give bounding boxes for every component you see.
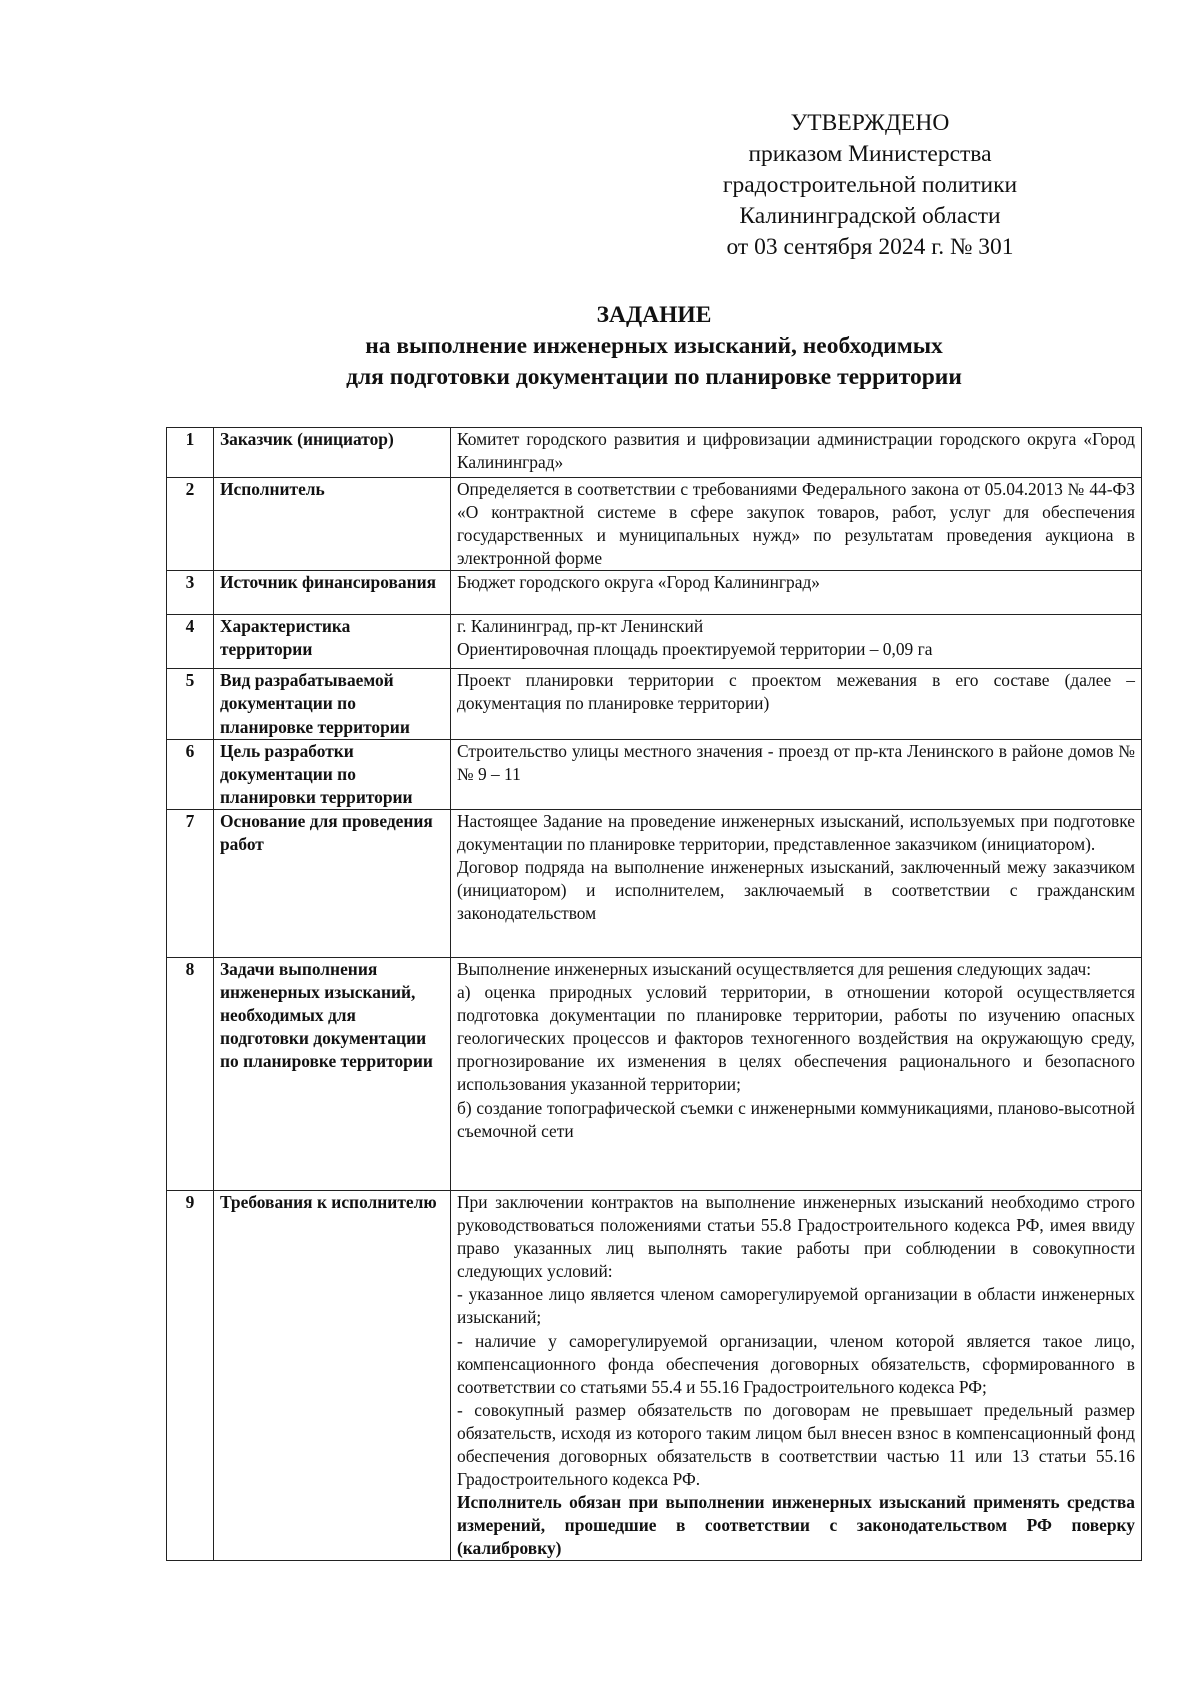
row-number: 9: [167, 1190, 214, 1561]
table-row: [167, 739, 1142, 809]
row-number: 8: [167, 957, 214, 1190]
description-paragraph: б) создание топографической съемки с инженерными коммуникациями, планово-высотной съемочной сети: [457, 1097, 1135, 1141]
row-number: 1: [167, 428, 214, 478]
row-description: [451, 571, 1142, 615]
document-title: [0, 300, 1200, 393]
table-row: [167, 615, 1142, 669]
table-row: [167, 957, 1142, 1190]
row-name: Требования к исполнителю: [214, 1190, 451, 1561]
title-heading: ЗАДАНИЕ: [596, 302, 712, 328]
row-description: [451, 428, 1142, 478]
description-paragraph: - указанное лицо является членом саморегулируемой организации в области инженерных изысканий;: [457, 1284, 1135, 1328]
description-paragraph: - наличие у саморегулируемой организации, членом которой является такое лицо, компенсационного фонда обеспечения договорных обязательств, сформированного в соответствии со статьями 55.4 и 55.16 Градостроительного кодекса РФ;: [457, 1330, 1135, 1397]
title-subtitle-2: для подготовки документации по планировке территории: [346, 364, 962, 390]
row-description: [451, 615, 1142, 669]
row-number: 7: [167, 809, 214, 957]
row-name: Исполнитель: [214, 478, 451, 571]
row-description: [451, 669, 1142, 739]
description-paragraph: а) оценка природных условий территории, в отношении которой осуществляется подготовка документации по планировке территории, работы по изучению опасных геологических процессов и факторов техногенного воздействия на окружающую среду, прогнозирование их изменения в целях обеспечения рационального и безопасного использования указанной территории;: [457, 982, 1135, 1095]
row-number: 3: [167, 571, 214, 615]
row-number: 4: [167, 615, 214, 669]
description-paragraph: При заключении контрактов на выполнение инженерных изысканий необходимо строго руководствоваться положениями статьи 55.8 Градостроительного кодекса РФ, имея ввиду право указанных лиц выполнять такие работы при соблюдении в совокупности следующих условий:: [457, 1191, 1135, 1282]
row-number: 6: [167, 739, 214, 809]
approval-order: приказом Министерства: [748, 141, 992, 167]
table-row: [167, 478, 1142, 571]
row-number: 5: [167, 669, 214, 739]
approval-stamp: [660, 108, 1080, 263]
row-description: [451, 1190, 1142, 1561]
row-name: Характеристика территории: [214, 615, 451, 669]
row-description: [451, 809, 1142, 957]
description-paragraph: г. Калининград, пр-кт Ленинский: [457, 616, 704, 637]
row-name: Цель разработки документации по планировки территории: [214, 739, 451, 809]
description-bold-paragraph: Исполнитель обязан при выполнении инженерных изысканий применять средства измерений, прошедшие в соответствии с законодательством РФ поверку (калибровку): [457, 1492, 1135, 1559]
description-paragraph: Проект планировки территории с проектом межевания в его составе (далее – документация по планировке территории): [457, 670, 1135, 714]
row-name: Основание для проведения работ: [214, 809, 451, 957]
row-number: 2: [167, 478, 214, 571]
row-name: Вид разрабатываемой документации по планировке территории: [214, 669, 451, 739]
task-table: [166, 427, 1142, 1561]
description-paragraph: - совокупный размер обязательств по договорам не превышает предельный размер обязательств, исходя из которого таким лицом был внесен взнос в компенсационный фонд обеспечения договорных обязательств в соответствии частью 11 или 13 статьи 55.16 Градостроительного кодекса РФ.: [457, 1399, 1135, 1490]
description-paragraph: Ориентировочная площадь проектируемой территории – 0,09 га: [457, 639, 933, 660]
table-row: [167, 809, 1142, 957]
row-description: [451, 957, 1142, 1190]
row-name: Источник финансирования: [214, 571, 451, 615]
approval-heading: УТВЕРЖДЕНО: [790, 110, 950, 136]
approval-date: от 03 сентября 2024 г. № 301: [726, 234, 1014, 260]
row-description: [451, 478, 1142, 571]
description-paragraph: Бюджет городского округа «Город Калининград»: [457, 572, 820, 593]
description-paragraph: Определяется в соответствии с требованиями Федерального закона от 05.04.2013 № 44-ФЗ «О контрактной системе в сфере закупок товаров, работ, услуг для обеспечения государственных и муниципальных нужд» по результатам проведения аукциона в электронной форме: [457, 479, 1135, 569]
row-name: Задачи выполнения инженерных изысканий, необходимых для подготовки документации по планировке территории: [214, 957, 451, 1190]
description-paragraph: Выполнение инженерных изысканий осуществляется для решения следующих задач:: [457, 958, 1092, 979]
table-row: [167, 571, 1142, 615]
approval-ministry: градостроительной политики: [722, 172, 1018, 198]
row-name: Заказчик (инициатор): [214, 428, 451, 478]
description-paragraph: Настоящее Задание на проведение инженерных изысканий, используемых при подготовке документации по планировке территории, представленное заказчиком (инициатором).: [457, 810, 1135, 855]
row-description: [451, 739, 1142, 809]
approval-region: Калининградской области: [739, 203, 1001, 229]
description-paragraph: Строительство улицы местного значения - проезд от пр-кта Ленинского в районе домов №№ 9 – 11: [457, 740, 1135, 784]
description-paragraph: Договор подряда на выполнение инженерных изысканий, заключенный межу заказчиком (инициатором) и исполнителем, заключаемый в соответствии с гражданским законодательством: [457, 857, 1135, 924]
table-row: [167, 669, 1142, 739]
description-paragraph: Комитет городского развития и цифровизации администрации городского округа «Город Калининград»: [457, 429, 1135, 473]
table-row: [167, 428, 1142, 478]
table-row: [167, 1190, 1142, 1561]
title-subtitle-1: на выполнение инженерных изысканий, необходимых: [365, 333, 943, 359]
